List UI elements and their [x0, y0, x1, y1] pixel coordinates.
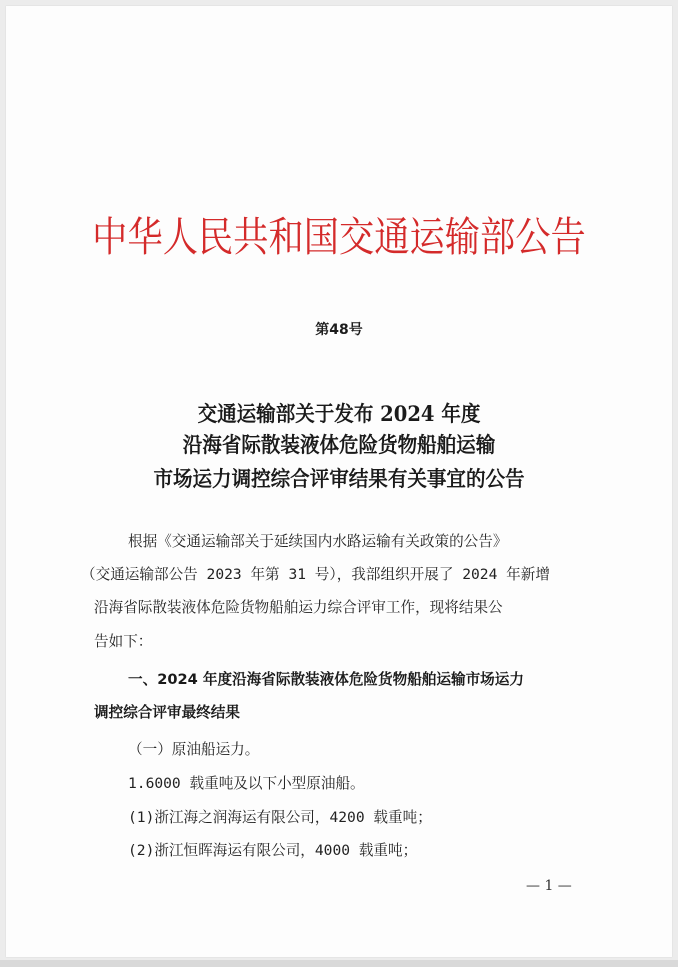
- paragraph-1-line-1: 根据《交通运输部关于延续国内水路运输有关政策的公告》: [128, 533, 508, 550]
- document-page: [6, 6, 672, 957]
- paragraph-1-line-4: 告如下：: [94, 633, 153, 650]
- list-item: (1)浙江海之润海运有限公司，4200 载重吨；: [128, 809, 432, 826]
- section-1-heading-line-2: 调控综合评审最终结果: [94, 704, 240, 721]
- document-number: 第48号: [315, 322, 363, 338]
- paragraph-1-line-2: （交通运输部公告 2023 年第 31 号），我部组织开展了 2024 年新增: [81, 566, 550, 583]
- title-line-2: 沿海省际散装液体危险货物船舶运输: [182, 432, 496, 457]
- page-number: — 1 —: [526, 878, 572, 894]
- title-line-1: 交通运输部关于发布 2024 年度: [197, 401, 481, 426]
- subsection-heading: （一）原油船运力。: [128, 741, 260, 758]
- item-heading: 1.6000 载重吨及以下小型原油船。: [128, 775, 365, 792]
- viewer-bottom-bar: [0, 960, 678, 967]
- letterhead-title: 中华人民共和国交通运输部公告: [92, 213, 586, 261]
- list-item: (2)浙江恒晖海运有限公司，4000 载重吨；: [128, 842, 418, 859]
- paragraph-1-line-3: 沿海省际散装液体危险货物船舶运力综合评审工作，现将结果公: [94, 599, 503, 616]
- title-line-3: 市场运力调控综合评审结果有关事宜的公告: [153, 466, 525, 491]
- section-1-heading-line-1: 一、2024 年度沿海省际散装液体危险货物船舶运输市场运力: [128, 671, 524, 688]
